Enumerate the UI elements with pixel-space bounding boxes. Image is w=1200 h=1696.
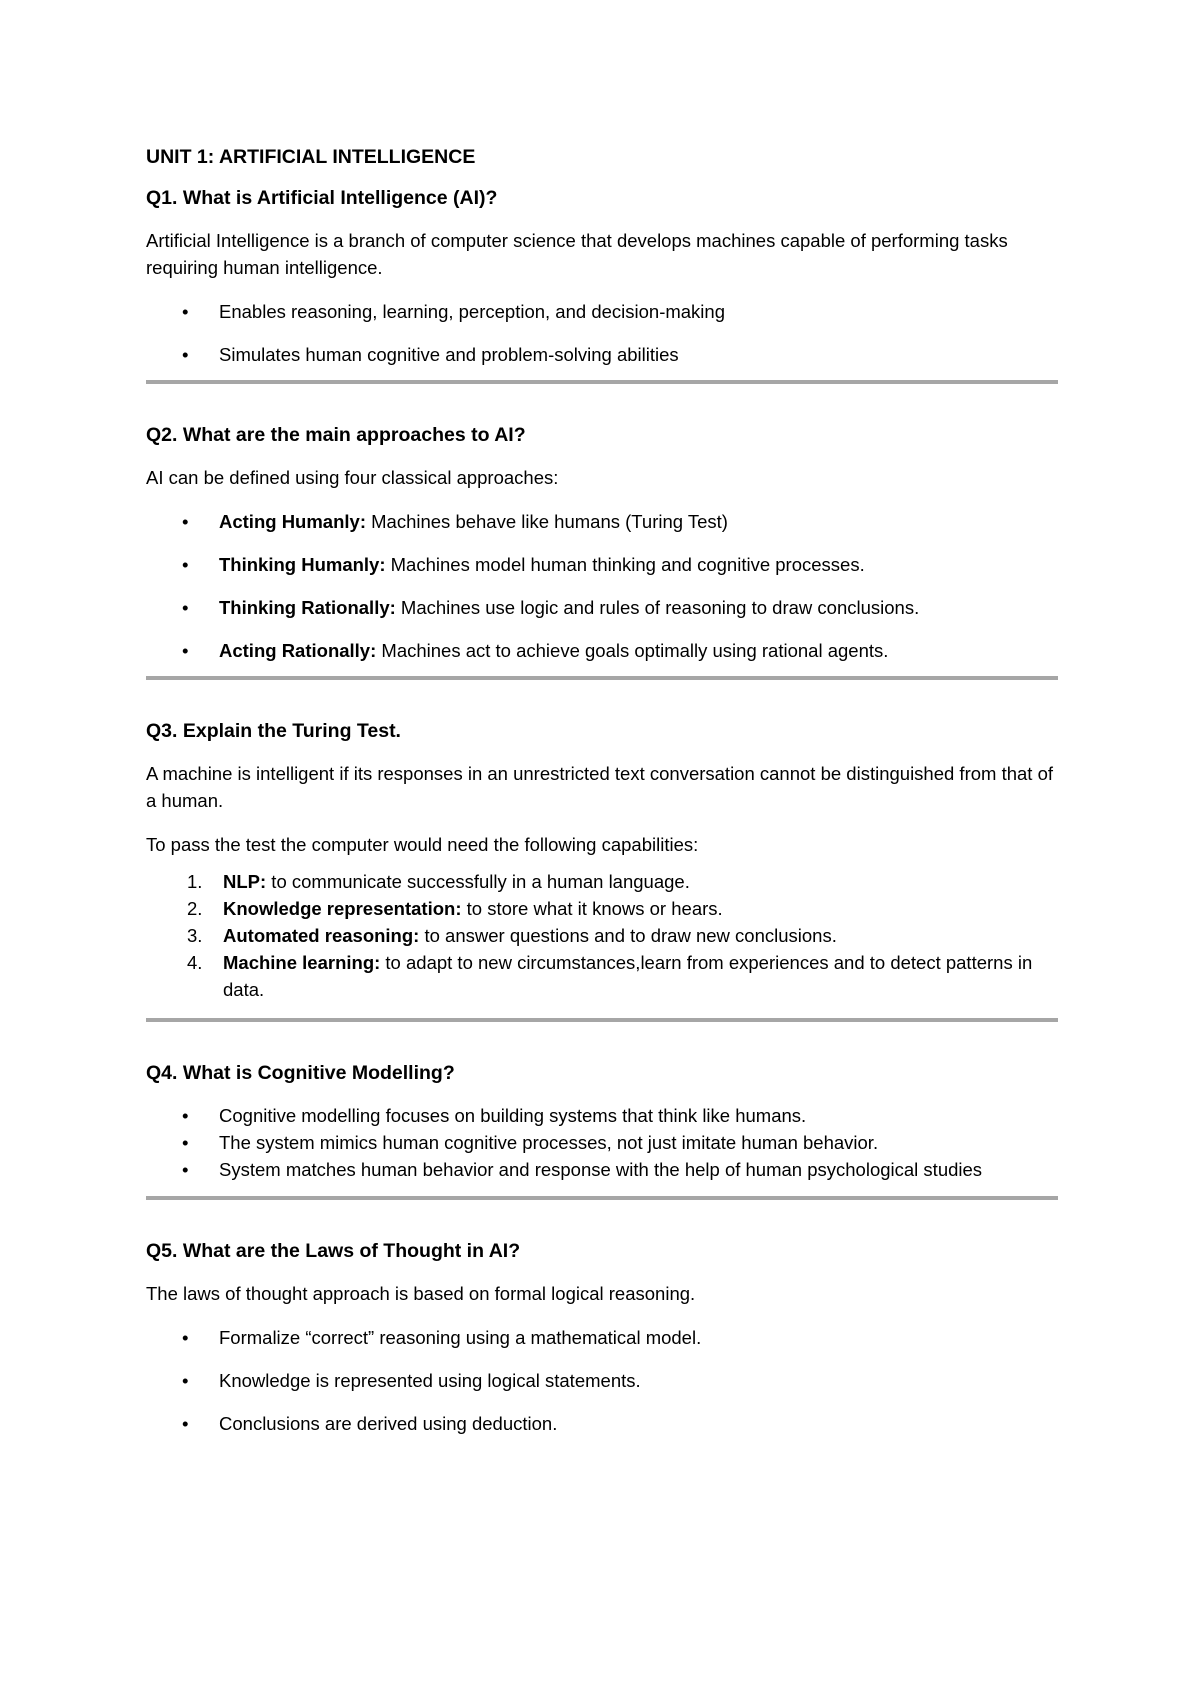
question-heading: Q4. What is Cognitive Modelling? xyxy=(146,1062,455,1084)
section-divider xyxy=(146,1018,1058,1022)
term-description: Machines act to achieve goals optimally using rational agents. xyxy=(376,640,889,661)
bullet-list xyxy=(146,1324,1058,1437)
question-heading: Q1. What is Artificial Intelligence (AI)? xyxy=(146,187,498,209)
list-item xyxy=(146,594,1058,621)
term-description: to store what it knows or hears. xyxy=(461,898,723,919)
list-item xyxy=(146,341,1058,368)
list-item-text: Simulates human cognitive and problem-solving abilities xyxy=(219,344,679,365)
section-q2 xyxy=(146,423,1058,680)
unit-title: UNIT 1: ARTIFICIAL INTELLIGENCE xyxy=(146,146,476,168)
section-q4 xyxy=(146,1061,1058,1200)
list-item xyxy=(146,1367,1058,1394)
list-item-text: Enables reasoning, learning, perception, and decision-making xyxy=(219,301,725,322)
list-item xyxy=(146,1324,1058,1351)
term-label: Thinking Humanly: xyxy=(219,554,386,575)
answer-paragraph: A machine is intelligent if its responses in an unrestricted text conversation cannot be distinguished from that of a human. xyxy=(146,763,1053,811)
bullet-icon: • xyxy=(182,1370,189,1391)
bullet-icon: • xyxy=(182,301,189,322)
term-label: Machine learning: xyxy=(223,952,381,973)
list-number: 1. xyxy=(187,871,203,892)
bullet-icon: • xyxy=(182,344,189,365)
list-item xyxy=(146,949,1058,1003)
list-item-text: Formalize “correct” reasoning using a mathematical model. xyxy=(219,1327,702,1348)
term-label: Acting Humanly: xyxy=(219,511,366,532)
list-item xyxy=(146,1410,1058,1437)
list-item xyxy=(146,1156,1058,1183)
term-label: Knowledge representation: xyxy=(223,898,462,919)
list-item-text: Cognitive modelling focuses on building systems that think like humans. xyxy=(219,1105,807,1126)
list-item xyxy=(146,637,1058,664)
bullet-list xyxy=(146,298,1058,368)
question-heading: Q3. Explain the Turing Test. xyxy=(146,720,401,742)
list-number: 3. xyxy=(187,925,203,946)
term-description: to answer questions and to draw new conclusions. xyxy=(419,925,837,946)
bullet-list xyxy=(146,508,1058,664)
bullet-icon: • xyxy=(182,511,189,532)
bullet-icon: • xyxy=(182,1105,189,1126)
term-description: Machines use logic and rules of reasoning to draw conclusions. xyxy=(395,597,920,618)
section-q5 xyxy=(146,1239,1058,1437)
bullet-icon: • xyxy=(182,1132,189,1153)
bullet-icon: • xyxy=(182,1159,189,1180)
list-item xyxy=(146,1102,1058,1129)
term-description: Machines behave like humans (Turing Test) xyxy=(365,511,728,532)
bullet-icon: • xyxy=(182,597,189,618)
answer-paragraph: Artificial Intelligence is a branch of computer science that develops machines capable of performing tasks requiring human intelligence. xyxy=(146,230,1008,278)
section-divider xyxy=(146,380,1058,384)
bullet-icon: • xyxy=(182,554,189,575)
list-item xyxy=(146,1129,1058,1156)
question-heading: Q2. What are the main approaches to AI? xyxy=(146,424,526,446)
section-q3 xyxy=(146,719,1058,1022)
list-item xyxy=(146,551,1058,578)
list-item-text: Knowledge is represented using logical statements. xyxy=(219,1370,641,1391)
term-label: Thinking Rationally: xyxy=(219,597,396,618)
list-item-text: The system mimics human cognitive processes, not just imitate human behavior. xyxy=(219,1132,879,1153)
list-item xyxy=(146,508,1058,535)
bullet-list xyxy=(146,1102,1058,1183)
list-number: 2. xyxy=(187,898,203,919)
list-item xyxy=(146,922,1058,949)
term-label: Acting Rationally: xyxy=(219,640,377,661)
section-q1 xyxy=(146,186,1058,384)
intro-paragraph: To pass the test the computer would need the following capabilities: xyxy=(146,834,699,855)
numbered-list xyxy=(146,868,1058,1003)
section-divider xyxy=(146,676,1058,680)
list-item xyxy=(146,868,1058,895)
bullet-icon: • xyxy=(182,640,189,661)
section-divider xyxy=(146,1196,1058,1200)
intro-paragraph: The laws of thought approach is based on formal logical reasoning. xyxy=(146,1283,696,1304)
term-description: Machines model human thinking and cognitive processes. xyxy=(385,554,865,575)
list-item xyxy=(146,895,1058,922)
term-label: NLP: xyxy=(223,871,267,892)
intro-paragraph: AI can be defined using four classical approaches: xyxy=(146,467,559,488)
list-item-text: System matches human behavior and response with the help of human psychological studies xyxy=(219,1159,983,1180)
bullet-icon: • xyxy=(182,1413,189,1434)
document-content xyxy=(146,145,1058,1453)
list-item xyxy=(146,298,1058,325)
term-description: to communicate successfully in a human language. xyxy=(266,871,690,892)
term-label: Automated reasoning: xyxy=(223,925,420,946)
list-number: 4. xyxy=(187,952,203,973)
term-description: to adapt to new circumstances,learn from experiences and to detect patterns in data. xyxy=(223,952,1033,1000)
bullet-icon: • xyxy=(182,1327,189,1348)
question-heading: Q5. What are the Laws of Thought in AI? xyxy=(146,1240,521,1262)
list-item-text: Conclusions are derived using deduction. xyxy=(219,1413,558,1434)
